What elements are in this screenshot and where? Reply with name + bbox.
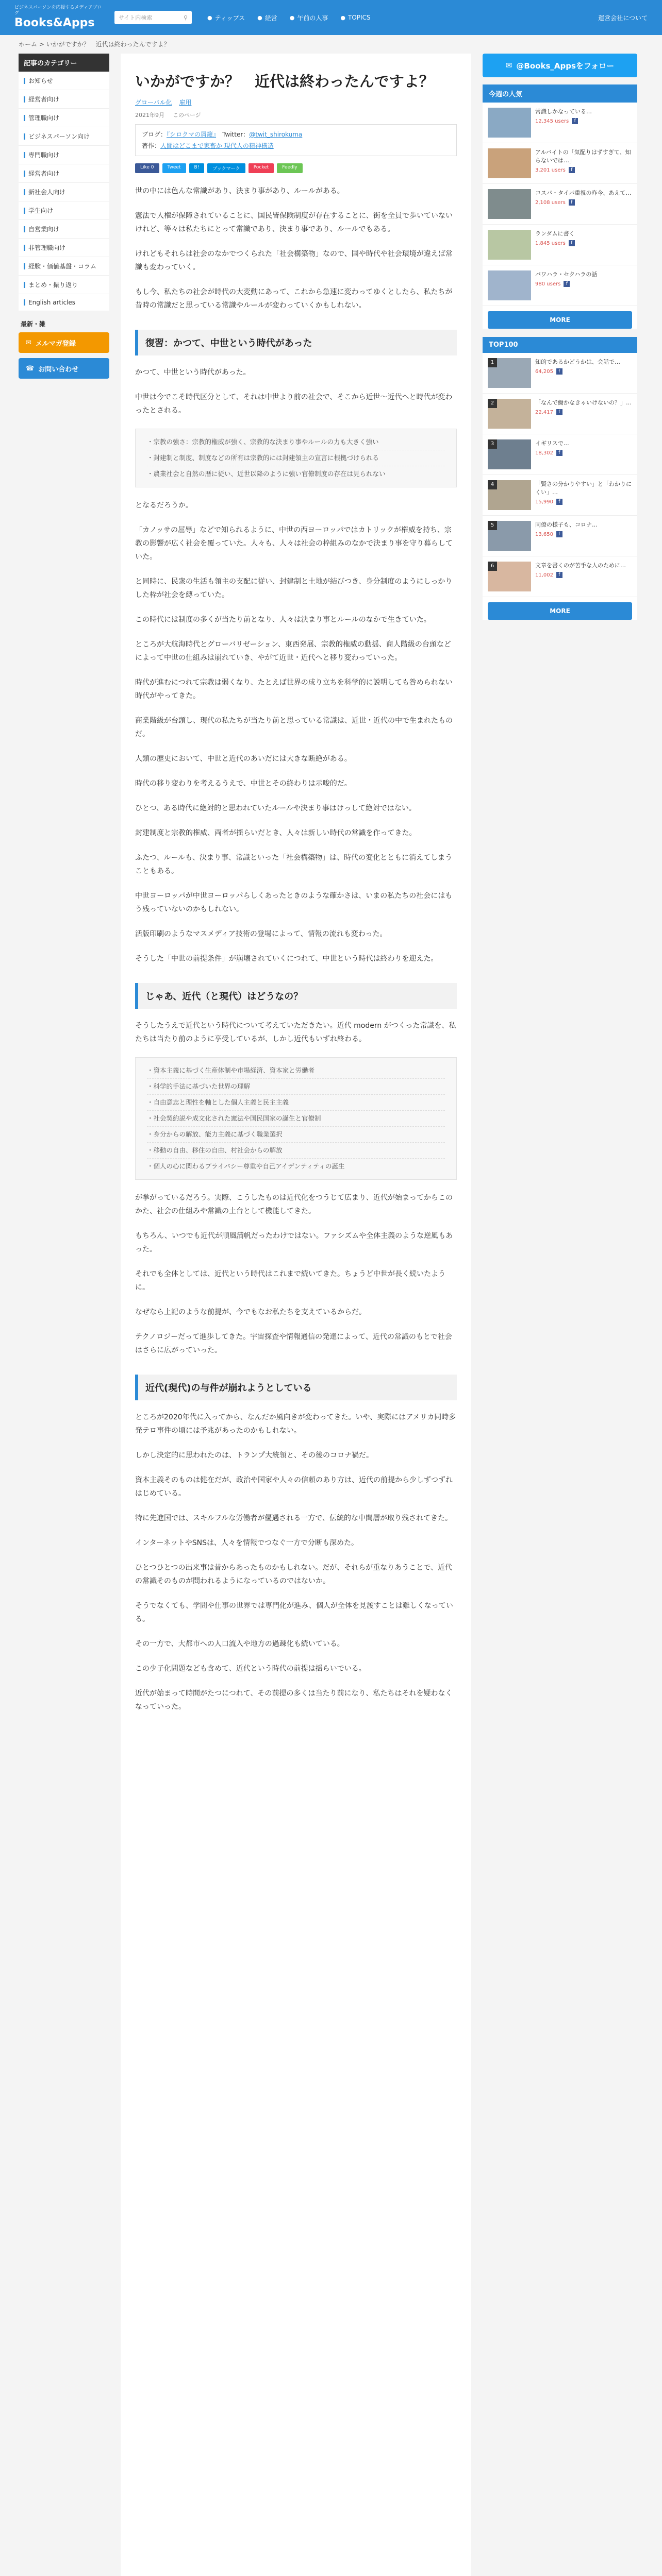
header-links [598,13,648,22]
section-heading: じゃあ、近代（と現代）はどうなの？ [135,983,457,1009]
hatena-button[interactable]: B! [189,163,205,173]
facebook-icon: f [569,167,575,173]
nav-management[interactable]: ● 経営 [257,14,277,22]
paragraph: そうした「中世の前提条件」が崩壊されていくにつれて、中世という時代は終わりを迎えた。 [135,955,438,963]
quote-line: ・宗教の強さ：宗教的権威が強く、宗教的な決まり事やルールの力も大きく強い [147,434,445,450]
sidebar-section-title: 最新・雑 [21,320,46,328]
bar-icon [24,208,25,214]
category-item[interactable]: 新社会人向け [19,183,109,201]
more-button[interactable]: MORE [488,602,632,620]
facebook-icon: f [556,572,562,578]
category-item[interactable]: 経験・価値基盤・コラム [19,257,109,276]
paragraph: インターネットやSNSは、人々を情報でつなぐ一方で分断も深めた。 [135,1539,358,1547]
thumbnail [488,562,531,591]
bulb-icon: ● [207,14,212,21]
category-item[interactable]: まとめ・振り返り [19,276,109,294]
ranking-item[interactable]: 3 イギリスで… 18,302 f [483,434,637,475]
category-heading: 記事のカテゴリー [19,54,109,72]
paragraph: テクノロジーだって進歩してきた。宇宙探査や情報通信の発達によって、近代の常識のもとで社会はさらに広がっていった。 [135,1333,452,1354]
paragraph: 時代の移り変わりを考えるうえで、中世とその終わりは示唆的だ。 [135,779,352,788]
popular-heading: 今週の人気 [483,84,637,103]
paragraph: けれどもそれらは社会のなかでつくられた「社会構築物」なので、国や時代や社会環境が違えば常識も変わっていく。 [135,250,453,272]
thumbnail [488,480,531,510]
newsletter-button[interactable]: ✉ メルマガ登録 [19,332,109,353]
bar-icon [24,96,25,103]
pocket-button[interactable]: Pocket [249,163,274,173]
ranking-item[interactable]: 4 「賢さの分かりやすい」と「わかりにくい」… 15,990 f [483,475,637,516]
paragraph: 憲法で人権が保障されていることに、国民皆保険制度が存在することに、街を全員で歩いていないけれど、等々は私たちにとって常識であり、決まり事であり、ルールでもある。 [135,212,453,233]
paragraph: なぜなら上記のような前提が、今でもなお私たちを支えているからだ。 [135,1308,366,1316]
bar-icon [24,189,25,195]
quote-box [135,1057,457,1180]
right-sidebar [483,54,637,2576]
facebook-icon: f [556,409,562,415]
paragraph: と同時に、民衆の生活も領主の支配に従い、封建制と土地が結びつき、身分制度のようにしっかりした枠が社会を縛っていた。 [135,578,453,599]
facebook-icon: f [569,240,575,246]
bar-icon [24,282,25,288]
paragraph: ふたつ、ルールも、決まり事、常識といった「社会構築物」は、時代の変化とともに消えてしまうこともある。 [135,854,453,875]
paragraph: かつて、中世という時代があった。 [135,368,251,377]
bar-icon [24,152,25,158]
site-logo[interactable]: ビジネスパーソンを応援するメディアブログ Books&Apps [14,5,102,29]
nav-hr[interactable]: ● 午前の人事 [289,14,328,22]
paragraph: 資本主義そのものは健在だが、政治や国家や人々の信頼のあり方は、近代の前提から少しずつずれはじめている。 [135,1476,453,1498]
paragraph: もちろん、いつでも近代が順風満帆だったわけではない。ファシズムや全体主義のような逆風もあった。 [135,1232,453,1253]
category-item[interactable]: ビジネスパーソン向け [19,127,109,146]
category-item[interactable]: 経営者向け [19,164,109,183]
paragraph: それでも全体としては、近代という時代はこれまで続いてきた。ちょうど中世が長く続いたように。 [135,1270,445,1292]
category-item[interactable]: 経営者向け [19,90,109,109]
facebook-icon: f [572,118,578,124]
section-heading: 復習：かつて、中世という時代があった [135,330,457,355]
thumbnail [488,439,531,469]
author-book-link[interactable]: 人間はどこまで家畜か 現代人の精神構造 [160,142,274,149]
rank-badge: 1 [488,358,497,367]
category-item[interactable]: 学生向け [19,201,109,220]
quote-box [135,429,457,487]
share-buttons [135,163,457,173]
bar-icon [24,226,25,232]
bookmark-button[interactable]: ブックマーク [207,163,245,173]
quote-line: ・移動の自由、移住の自由、村社会からの解放 [147,1143,445,1159]
thumbnail [488,399,531,429]
twitter-icon: ✉ [505,61,512,70]
paragraph: 中世は今でこそ時代区分として、それは中世より前の社会で、そこから近世〜近代へと時代が変わったとされる。 [135,393,453,415]
paragraph: ところが2020年代に入ってから、なんだか風向きが変わってきた。いや、実際にはアメリカ同時多発テロ事件の頃には予兆があったのかもしれない。 [135,1413,456,1435]
bar-icon [24,263,25,269]
paragraph: 封建制度と宗教的権威、両者が揺らいだとき、人々は新しい時代の常識を作ってきた。 [135,829,417,837]
paragraph: ところが大航海時代とグローバリゼーション、東西発展、宗教的権威の動揺、商人階級の台頭などによって中世の仕組みは崩れていき、やがて近世・近代へと移り変わっていった。 [135,640,451,662]
tweet-button[interactable]: Tweet [162,163,186,173]
rank-badge: 4 [488,480,497,489]
quote-line: ・封建制と制度、制度などの所有は宗教的には封建領主の宣言に根拠づけられる [147,450,445,466]
more-button[interactable]: MORE [488,311,632,329]
facebook-icon: f [556,450,562,456]
paragraph: ひとつ、ある時代に絶対的と思われていたルールや決まり事はけっして絶対ではない。 [135,804,416,812]
company-link[interactable]: 運営会社について [598,14,648,22]
tag-link[interactable]: 雇用 [179,99,192,106]
quote-line: ・農業社会と自然の暦に従い、近世以降のように強い官僚制度の存在は見られない [147,470,386,478]
site-header [0,0,662,35]
popular-item[interactable]: 常識しかなっている… 12,345 users f [483,103,637,143]
popular-item[interactable]: アルバイトの「気配りはずすぎて、知らないでは…」 3,201 users f [483,143,637,184]
breadcrumb[interactable]: ホーム > いかがですか？ 近代は終わったんですよ？ [19,41,170,48]
feedly-button[interactable]: Feedly [277,163,302,173]
paragraph: もし今、私たちの社会が時代の大変動にあって、これから急速に変わってゆくとしたら、私たちが昔時の常識だと思っている常識やルールが変わっていくかもしれない。 [135,288,453,310]
meta-note: このページ [173,112,201,118]
paragraph: 「カノッサの屈辱」などで知られるように、中世の西ヨーロッパではカトリックが権威を持ち、宗教の影響が広く社会を覆っていた。人々も、人々は社会の枠組みのなかで決まり事を守り暮らしていた。 [135,526,453,561]
nav-tips[interactable]: ● ティップス [207,14,245,22]
bar-icon [24,115,25,121]
paragraph: 近代が始まって時間がたつにつれて、その前提の多くは当たり前になり、私たちはそれを疑わなくなっていった。 [135,1689,453,1711]
date: 2021年9月 [135,112,164,118]
paragraph: 商業階級が台頭し、現代の私たちが当たり前と思っている常識は、近世・近代の中で生まれたものだ。 [135,717,453,738]
contact-button[interactable]: ☎ お問い合わせ [19,358,109,379]
left-sidebar [19,54,109,2576]
paragraph: 人類の歴史において、中世と近代のあいだには大きな断絶がある。 [135,755,352,763]
tag-link[interactable]: グローバル化 [135,99,172,106]
ranking-item[interactable]: 5 同僚の様子も、コロナ… 13,650 f [483,516,637,556]
rank-badge: 6 [488,562,497,571]
ranking-item[interactable]: 6 文章を書くのが苦手な人のために… 11,002 f [483,556,637,597]
facebook-like-button[interactable]: Like 0 [135,163,159,173]
search-icon[interactable]: ⚲ [183,14,188,21]
mail-icon: ✉ [26,338,31,347]
paragraph: 特に先進国では、スキルフルな労働者が優遇される一方で、伝統的な中間層が取り残されてきた。 [135,1514,453,1522]
rank-badge: 5 [488,521,497,530]
article [121,54,471,2576]
category-menu [19,72,109,311]
quote-line: ・科学的手法に基づいた世界の理解 [147,1079,445,1095]
section-heading: 近代(現代)の与件が崩れようとしている [135,1375,457,1400]
popular-box [483,84,637,329]
paragraph: となるだろうか。 [135,501,193,510]
person-icon: ● [289,14,295,21]
paragraph: 時代が進むにつれて宗教は弱くなり、たとえば世界の成り立ちを科学的に説明しても咎められない時代がやってきた。 [135,679,453,700]
top100-box [483,337,637,620]
thumbnail [488,521,531,551]
facebook-icon: f [556,499,562,505]
paragraph: この時代には制度の多くが当たり前となり、人々は決まり事とルールのなかで生きていた。 [135,616,431,624]
facebook-icon: f [564,281,570,287]
paragraph: ひとつひとつの出来事は昔からあったものかもしれない。だが、それらが重なりあうことで、近代の常識そのものが問われるようになっているのではないか。 [135,1564,453,1585]
category-item[interactable]: 自営業向け [19,220,109,239]
popular-item[interactable]: ランダムに書く 1,845 users f [483,225,637,265]
facebook-icon: f [556,368,562,375]
quote-line: ・自由意志と理性を軸とした個人主義と民主主義 [147,1095,445,1111]
top100-heading: TOP100 [483,337,637,353]
paragraph: そうしたうえで近代という時代について考えていただきたい。近代 modern がつくった常識を、私たちは当たり前のように享受しているが、しかし近代もいずれ終わる。 [135,1022,456,1043]
popular-item[interactable]: コスパ・タイパ重視の昨今、あえて… 2,108 users f [483,184,637,225]
logo-text: Books&Apps [14,16,95,29]
thumbnail [488,148,531,178]
ranking-item[interactable]: 1 知的であるかどうかは、会話で… 64,205 f [483,353,637,394]
bar-icon [24,133,25,140]
thumbnail [488,108,531,138]
bar-icon [24,245,25,251]
ranking-item[interactable]: 2 「なんで働かなきゃいけないの？」… 22,417 f [483,394,637,434]
thumbnail [488,358,531,388]
article-meta [135,111,457,119]
paragraph: そうでなくても、学問や仕事の世界では専門化が進み、個人が全体を見渡すことは難しくなっている。 [135,1602,453,1623]
quote-line: ・社会契約説や成文化された憲法や国民国家の誕生と官僚制 [147,1111,445,1127]
article-tags [135,98,457,107]
facebook-icon: f [569,199,575,206]
author-blog-link[interactable]: 『シロクマの屑籠』 [167,131,217,138]
main-nav [207,13,371,22]
star-icon: ● [340,14,346,21]
article-title: いかがですか？ 近代は終わったんですよ？ [135,73,434,90]
bar-icon [24,171,25,177]
thumbnail [488,189,531,219]
bar-icon [24,78,25,84]
thumbnail [488,270,531,300]
paragraph: 活版印刷のようなマスメディア技術の登場によって、情報の流れも変わった。 [135,930,387,938]
thumbnail [488,230,531,260]
quote-line: ・個人の心に関わるプライバシー尊重や自己アイデンティティの誕生 [147,1162,345,1170]
paragraph: が挙がっているだろう。実際、こうしたものは近代化をつうじて広まり、近代が始まってからこのかた、社会の仕組みや常識の土台として機能してきた。 [135,1194,453,1215]
category-item[interactable]: 専門職向け [19,146,109,164]
quote-line: ・身分からの解放、能力主義に基づく職業選択 [147,1127,445,1143]
search-input[interactable]: サイト内検索 ⚲ [114,11,192,24]
popular-item[interactable]: パワハラ・セクハラの話 980 users f [483,265,637,306]
quote-line: ・資本主義に基づく生産体制や市場経済、資本家と労働者 [147,1063,445,1079]
category-item[interactable]: お知らせ [19,72,109,90]
rank-badge: 3 [488,439,497,449]
paragraph: その一方で、大都市への人口流入や地方の過疎化も続いている。 [135,1640,344,1648]
paragraph: 世の中には色んな常識があり、決まり事があり、ルールがある。 [135,187,344,195]
author-box: ブログ：『シロクマの屑籠』 Twitter：@twit_shirokuma 著作：人間はどこまで家畜か 現代人の精神構造 [135,124,457,156]
paragraph: この少子化問題なども含めて、近代という時代の前提は揺らいでいる。 [135,1665,366,1673]
paragraph: しかし決定的に思われたのは、トランプ大統領と、その後のコロナ禍だ。 [135,1451,373,1460]
chart-icon: ● [257,14,262,21]
twitter-follow-button[interactable]: ✉ @Books_Appsをフォロー [483,54,637,77]
nav-topics[interactable]: ● TOPICS [340,14,371,21]
contact-icon: ☎ [26,364,35,372]
paragraph: 中世ヨーロッパが中世ヨーロッパらしくあったときのような確かさは、いまの私たちの社会にはもう残っていないのかもしれない。 [135,892,453,913]
facebook-icon: f [556,531,562,537]
category-item[interactable]: 管理職向け [19,109,109,127]
author-twitter-link[interactable]: @twit_shirokuma [249,131,303,138]
rank-badge: 2 [488,399,497,408]
category-item[interactable]: 非管理職向け [19,239,109,257]
bar-icon [24,299,25,306]
category-item[interactable]: English articles [19,294,109,311]
